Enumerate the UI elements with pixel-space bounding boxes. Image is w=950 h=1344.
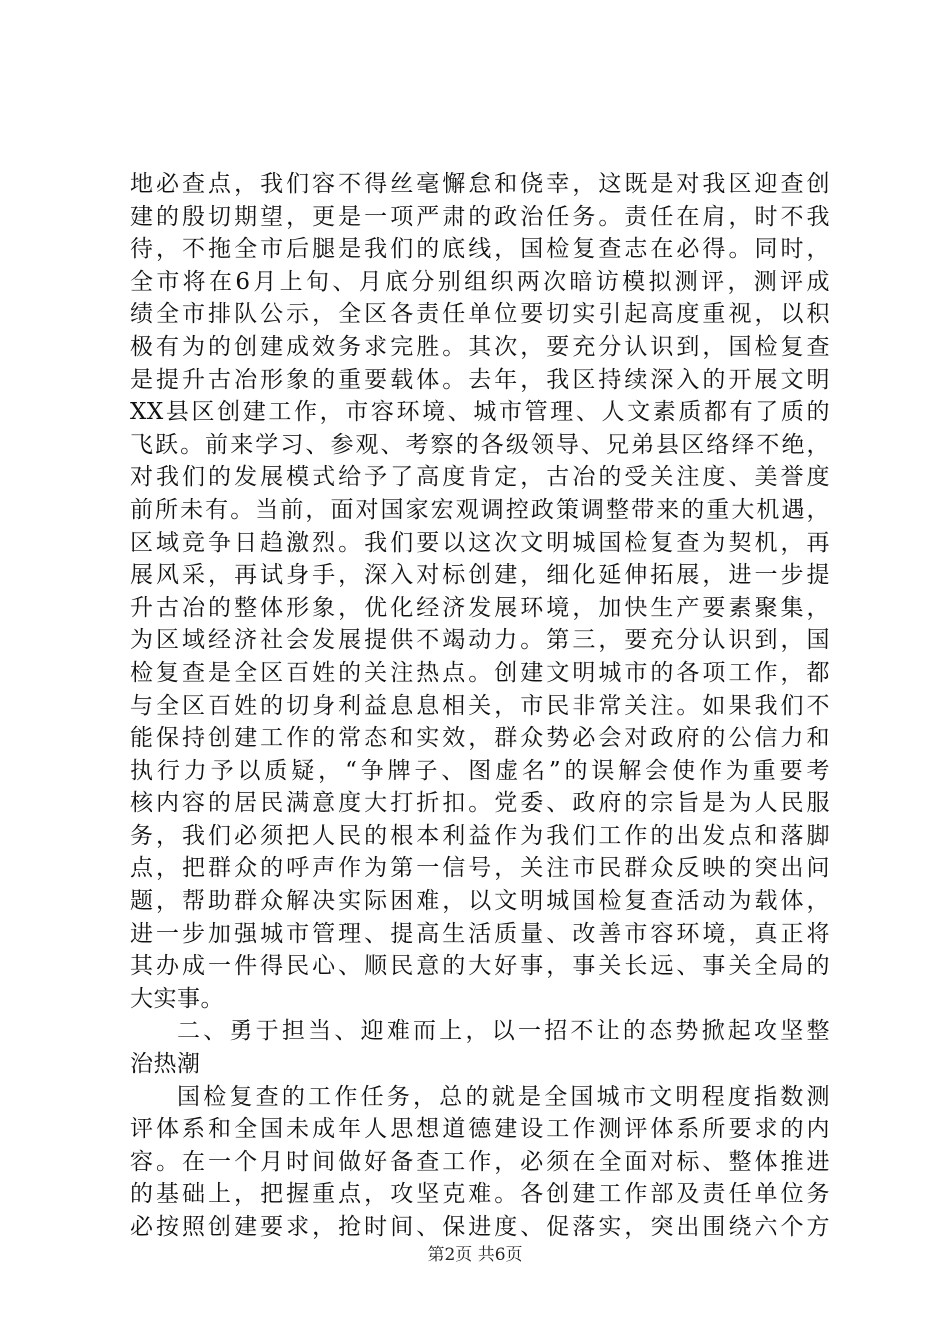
text-line: 评体系和全国未成年人思想道德建设工作测评体系所要求的内 bbox=[130, 1116, 830, 1143]
text-line: 对我们的发展模式给予了高度肯定，古冶的受关注度、美誉度 bbox=[130, 464, 830, 491]
text-line: 点，把群众的呼声作为第一信号，关注市民群众反映的突出问 bbox=[130, 855, 830, 882]
page-number-footer: 第2页 共6页 bbox=[427, 1245, 523, 1265]
text-line: 绩全市排队公示，全区各责任单位要切实引起高度重视，以积 bbox=[130, 301, 830, 328]
text-line: 前所未有。当前，面对国家宏观调控政策调整带来的重大机遇， bbox=[130, 496, 830, 523]
text-line: 核内容的居民满意度大打折扣。党委、政府的宗旨是为人民服 bbox=[130, 790, 830, 817]
text-line: 题，帮助群众解决实际困难，以文明城国检复查活动为载体， bbox=[130, 888, 830, 915]
text-line: 待，不拖全市后腿是我们的底线，国检复查志在必得。同时， bbox=[130, 236, 830, 263]
text-line: 展风采，再试身手，深入对标创建，细化延伸拓展，进一步提 bbox=[130, 562, 830, 589]
text-line: XX县区创建工作，市容环境、城市管理、人文素质都有了质的 bbox=[130, 399, 830, 426]
text-line: 与全区百姓的切身利益息息相关，市民非常关注。如果我们不 bbox=[130, 692, 830, 719]
paragraph-end-line: 大实事。 bbox=[130, 985, 224, 1012]
text-line: 是提升古冶形象的重要载体。去年，我区持续深入的开展文明 bbox=[130, 366, 830, 393]
text-line: 检复查是全区百姓的关注热点。创建文明城市的各项工作，都 bbox=[130, 659, 830, 686]
text-line: 必按照创建要求，抢时间、保进度、促落实，突出围绕六个方 bbox=[130, 1214, 830, 1240]
text-line: 区域竞争日趋激烈。我们要以这次文明城国检复查为契机，再 bbox=[130, 529, 830, 556]
section-heading-line: 二、勇于担当、迎难而上，以一招不让的态势掀起攻坚整 bbox=[177, 1018, 830, 1045]
text-line: 执行力予以质疑，“争牌子、图虚名”的误解会使作为重要考 bbox=[130, 757, 830, 784]
text-line: 全市将在6月上旬、月底分别组织两次暗访模拟测评，测评成 bbox=[130, 268, 830, 295]
text-line: 的基础上，把握重点，攻坚克难。各创建工作部及责任单位务 bbox=[130, 1181, 830, 1208]
document-body bbox=[130, 168, 830, 1244]
text-line: 升古冶的整体形象，优化经济发展环境，加快生产要素聚集， bbox=[130, 594, 830, 621]
paragraph-start-line: 国检复查的工作任务，总的就是全国城市文明程度指数测 bbox=[177, 1083, 830, 1110]
text-line: 容。在一个月时间做好备查工作，必须在全面对标、整体推进 bbox=[130, 1148, 830, 1175]
text-line: 为区域经济社会发展提供不竭动力。第三，要充分认识到，国 bbox=[130, 627, 830, 654]
text-line: 飞跃。前来学习、参观、考察的各级领导、兄弟县区络绎不绝， bbox=[130, 431, 830, 458]
text-line: 建的殷切期望，更是一项严肃的政治任务。责任在肩，时不我 bbox=[130, 203, 830, 230]
text-line: 极有为的创建成效务求完胜。其次，要充分认识到，国检复查 bbox=[130, 333, 830, 360]
text-line: 务，我们必须把人民的根本利益作为我们工作的出发点和落脚 bbox=[130, 822, 830, 849]
section-heading-end-line: 治热潮 bbox=[130, 1051, 201, 1078]
text-line: 进一步加强城市管理、提高生活质量、改善市容环境，真正将 bbox=[130, 920, 830, 947]
text-line: 能保持创建工作的常态和实效，群众势必会对政府的公信力和 bbox=[130, 725, 830, 752]
text-line: 其办成一件得民心、顺民意的大好事，事关长远、事关全局的 bbox=[130, 953, 830, 980]
text-line: 地必查点，我们容不得丝毫懈怠和侥幸，这既是对我区迎查创 bbox=[130, 171, 830, 197]
